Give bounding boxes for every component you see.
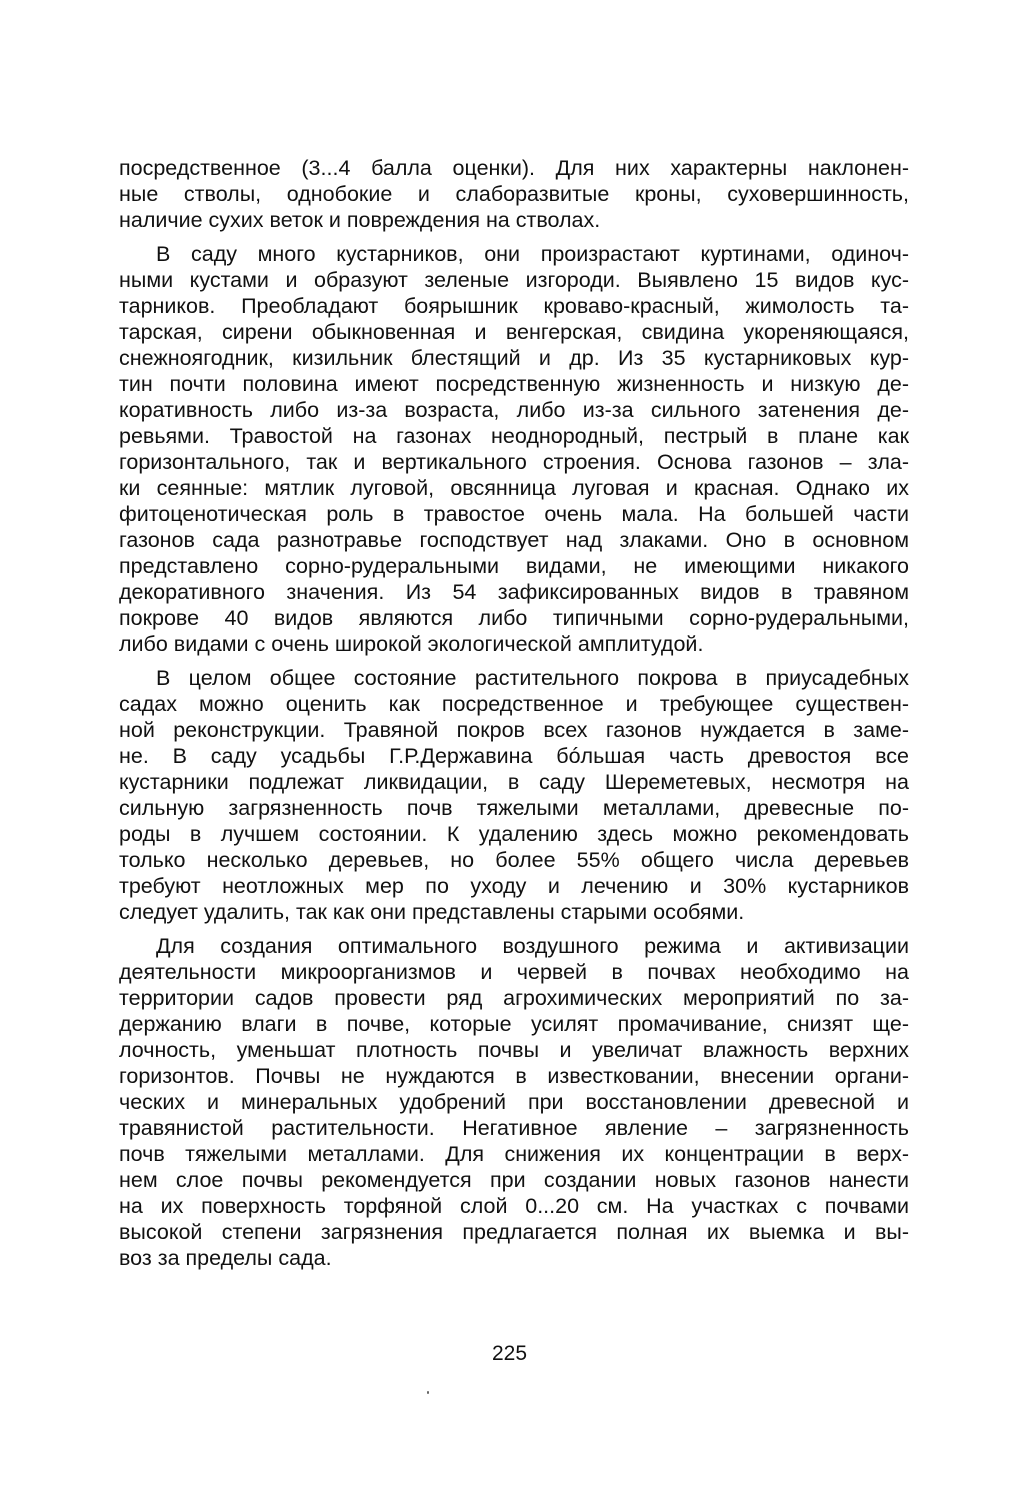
paragraph [119,241,909,657]
text-line: горизонтального, так и вертикального строения. Основа газонов – зла- [119,450,909,474]
paragraph [119,933,909,1271]
text-line: В саду много кустарников, они произрастают куртинами, одиноч- [156,242,909,266]
text-line: ческих и минеральных удобрений при восстановлении древесной и [119,1090,909,1114]
paragraph-gap [119,657,909,665]
text-line: почв тяжелыми металлами. Для снижения их концентрации в верх- [119,1142,909,1166]
paragraph [119,155,909,233]
text-line: травянистой растительности. Негативное явление – загрязненность [119,1116,909,1140]
text-line: сильную загрязненность почв тяжелыми металлами, древесные по- [119,796,909,820]
text-line: ной реконструкции. Травяной покров всех газонов нуждается в заме- [119,718,909,742]
text-line: покрове 40 видов являются либо типичными сорно-рудеральными, [119,606,909,630]
text-line: горизонтов. Почвы не нуждаются в известковании, внесении органи- [119,1064,909,1088]
text-line: высокой степени загрязнения предлагается полная их выемка и вы- [119,1220,909,1244]
text-line: ные стволы, однобокие и слаборазвитые кроны, суховершинность, [119,182,909,206]
text-line: декоративного значения. Из 54 зафиксированных видов в травяном [119,580,909,604]
text-line: тин почти половина имеют посредственную жизненность и низкую де- [119,372,909,396]
text-line: только несколько деревьев, но более 55% общего числа деревьев [119,848,909,872]
page-body [119,155,909,1271]
text-line: наличие сухих веток и повреждения на стволах. [119,208,601,232]
text-line: садах можно оценить как посредственное и требующее существен- [119,692,909,716]
text-line: ными кустами и образуют зеленые изгороди. Выявлено 15 видов кус- [119,268,909,292]
paragraph [119,665,909,925]
text-line: нем слое почвы рекомендуется при создании новых газонов нанести [119,1168,909,1192]
text-line: роды в лучшем состоянии. К удалению здесь можно рекомендовать [119,822,909,846]
text-line: следует удалить, так как они представлены старыми особями. [119,900,745,924]
text-line: снежноягодник, кизильник блестящий и др. Из 35 кустарниковых кур- [119,346,909,370]
text-line: В целом общее состояние растительного покрова в приусадебных [156,666,909,690]
text-line: Для создания оптимального воздушного режима и активизации [156,934,909,958]
text-line: кустарники подлежат ликвидации, в саду Шереметевых, несмотря на [119,770,909,794]
text-line: фитоценотическая роль в травостое очень мала. На большей части [119,502,909,526]
text-line: посредственное (3...4 балла оценки). Для них характерны наклонен- [119,156,909,180]
text-line: держанию влаги в почве, которые усилят промачивание, снизят ще- [119,1012,909,1036]
text-line: ки сеянные: мятлик луговой, овсянница луговая и красная. Однако их [119,476,909,500]
page-number: 225 [491,1342,528,1365]
text-line: на их поверхность торфяной слой 0...20 см. На участках с почвами [119,1194,909,1218]
text-line: тарская, сирени обыкновенная и венгерская, свидина укореняющаяся, [119,320,909,344]
text-line: тарников. Преобладают боярышник кроваво-красный, жимолость та- [119,294,909,318]
text-line: представлено сорно-рудеральными видами, не имеющими никакого [119,554,909,578]
text-line: деятельности микроорганизмов и червей в почвах необходимо на [119,960,909,984]
text-line: газонов сада разнотравье господствует над злаками. Оно в основном [119,528,909,552]
text-line: лочность, уменьшат плотность почвы и увеличат влажность верхних [119,1038,909,1062]
text-line: требуют неотложных мер по уходу и лечению и 30% кустарников [119,874,909,898]
scan-speck [427,1391,429,1394]
text-line: либо видами с очень широкой экологической амплитудой. [119,632,704,656]
text-line: территории садов провести ряд агрохимических мероприятий по за- [119,986,909,1010]
text-line: воз за пределы сада. [119,1246,332,1270]
paragraph-gap [119,233,909,241]
paragraph-gap [119,925,909,933]
text-line: ревьями. Травостой на газонах неоднородный, пестрый в плане как [119,424,909,448]
text-line: не. В саду усадьбы Г.Р.Державина бóльшая часть древостоя все [119,744,909,768]
text-line: коративность либо из-за возраста, либо из-за сильного затенения де- [119,398,909,422]
